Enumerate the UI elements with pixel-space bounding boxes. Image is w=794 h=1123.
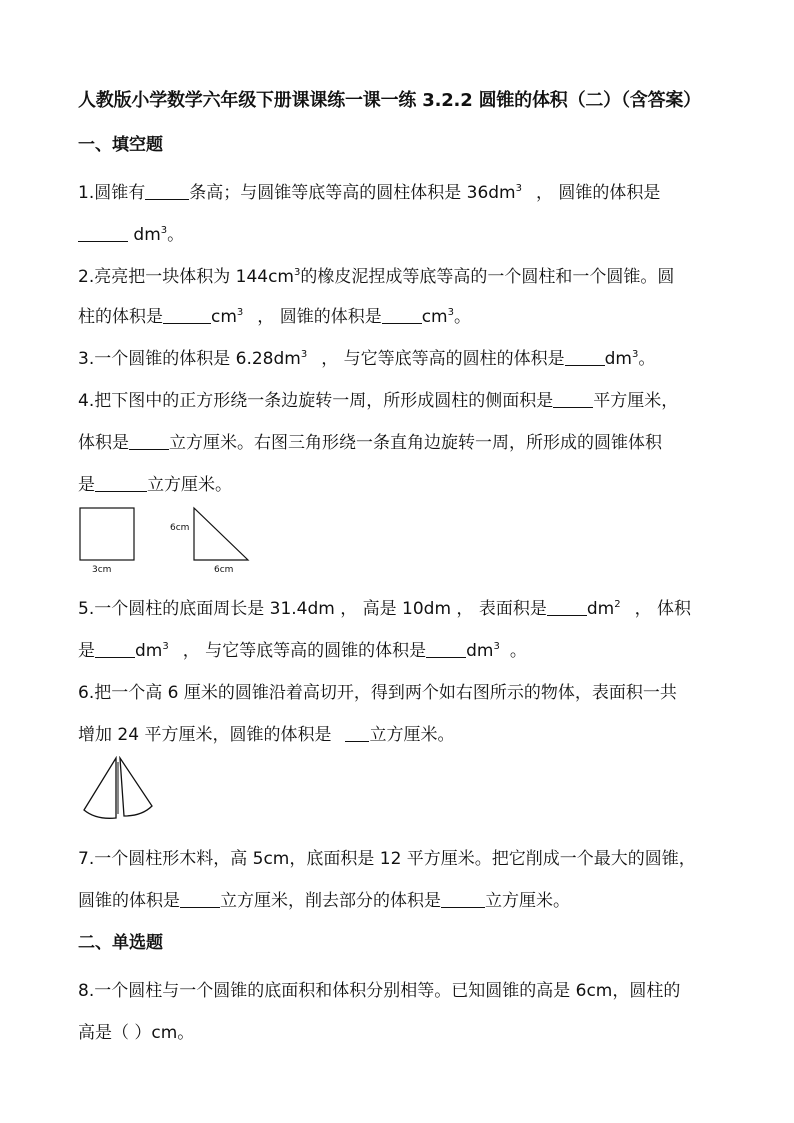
q7-blank-1[interactable] (180, 891, 220, 908)
q5-text-h: 。 (509, 641, 527, 661)
q8-text-b: 高是（ ）cm。 (78, 1023, 195, 1043)
question-6-line-2 (78, 720, 454, 745)
q6-text-c: 立方厘米。 (369, 725, 455, 745)
q4-blank-3[interactable] (95, 475, 147, 492)
q6-half-cone-figure (80, 756, 158, 824)
q8-text-a: 8.一个圆柱与一个圆锥的底面积和体积分别相等。已知圆锥的高是 6cm，圆柱的 (78, 981, 681, 1001)
q2-blank-2[interactable] (382, 307, 422, 324)
triangle-height-label: 6cm (170, 523, 190, 533)
question-3-line-1 (78, 344, 655, 369)
q5-blank-3[interactable] (426, 641, 466, 658)
q2-text-a: 2.亮亮把一块体积为 144cm (78, 267, 294, 287)
half-cone-right (120, 758, 152, 816)
superscript: 2 (614, 599, 621, 610)
question-6-line-1 (78, 678, 677, 703)
q1-text-a: 1.圆锥有 (78, 183, 146, 203)
q2-blank-1[interactable] (163, 307, 211, 324)
right-triangle-shape (194, 508, 248, 560)
question-4-line-1 (78, 386, 678, 411)
q3-text-a: 3.一个圆锥的体积是 6.28dm (78, 349, 301, 369)
square-shape (80, 508, 134, 560)
q5-text-g: dm (466, 641, 494, 661)
question-8-line-2 (78, 1018, 194, 1043)
q5-text-d: 是 (78, 641, 95, 661)
q6-text-a: 6.把一个高 6 厘米的圆锥沿着高切开，得到两个如右图所示的物体，表面积一共 (78, 683, 677, 703)
question-4-line-3 (78, 470, 232, 495)
q3-text-b: ， 与它等底等高的圆柱的体积是 (321, 349, 565, 369)
q5-text-f: ， 与它等底等高的圆锥的体积是 (182, 641, 427, 661)
q4-blank-2[interactable] (129, 433, 169, 450)
q5-blank-2[interactable] (95, 641, 135, 658)
q5-text-b: dm (586, 599, 615, 619)
question-5-line-2 (78, 636, 527, 661)
q5-text-a: 5.一个圆柱的底面周长是 31.4dm ， 高是 10dm ， 表面积是 (78, 599, 547, 619)
page-title: 人教版小学数学六年级下册课课练一课一练 3.2.2 圆锥的体积（二）（含答案） (78, 90, 701, 111)
q5-text-e: dm (135, 641, 163, 661)
superscript: 3 (300, 349, 308, 360)
superscript: 3 (447, 307, 454, 318)
q7-text-d: 立方厘米。 (485, 891, 570, 911)
superscript: 3 (493, 641, 500, 652)
superscript: 3 (631, 349, 639, 360)
q1-text-e: 。 (167, 225, 185, 245)
q1-text-d: dm (133, 225, 161, 245)
question-1-line-1 (78, 178, 660, 203)
q7-text-c: 立方厘米，削去部分的体积是 (220, 891, 441, 911)
q3-blank-1[interactable] (565, 349, 605, 366)
q7-text-b: 圆锥的体积是 (78, 891, 180, 911)
q3-text-d: 。 (638, 349, 656, 369)
q2-text-e: ， 圆锥的体积是 (257, 307, 382, 327)
q1-blank-2[interactable] (78, 225, 128, 242)
triangle-base-label: 6cm (214, 565, 234, 575)
superscript: 3 (293, 267, 301, 278)
q6-text-b: 增加 24 平方厘米，圆锥的体积是 (78, 725, 332, 745)
q2-text-f: cm (421, 307, 448, 327)
q4-text-f: 立方厘米。 (147, 475, 232, 495)
square-side-label: 3cm (92, 565, 112, 575)
q4-blank-1[interactable] (553, 391, 593, 408)
superscript: 3 (162, 641, 169, 652)
q5-blank-1[interactable] (547, 599, 587, 616)
section-fill-in: 一、填空题 (78, 135, 163, 155)
question-7-line-2 (78, 886, 570, 911)
question-8-line-1 (78, 976, 680, 1001)
question-2-line-1 (78, 262, 674, 287)
superscript: 3 (515, 183, 522, 194)
q4-text-d: 立方厘米。右图三角形绕一条直角边旋转一周，所形成的圆锥体积 (169, 433, 662, 453)
superscript: 3 (160, 225, 168, 236)
q4-text-c: 体积是 (78, 433, 129, 453)
half-cone-left (84, 758, 116, 818)
q1-text-c: ， 圆锥的体积是 (536, 183, 661, 203)
q2-text-g: 。 (454, 307, 471, 327)
question-5-line-1 (78, 594, 691, 619)
question-7-line-1 (78, 844, 696, 869)
q3-text-c: dm (604, 349, 632, 369)
q4-text-b: 平方厘米， (593, 391, 679, 411)
q4-text-a: 4.把下图中的正方形绕一条边旋转一周，所形成圆柱的侧面积是 (78, 391, 554, 411)
question-1-line-2 (78, 220, 184, 245)
q2-text-c: 柱的体积是 (78, 307, 163, 327)
q7-text-a: 7.一个圆柱形木料，高 5cm，底面积是 12 平方厘米。把它削成一个最大的圆锥， (78, 849, 696, 869)
q4-figure (76, 504, 256, 576)
q1-blank-1[interactable] (145, 183, 189, 200)
q6-blank-1[interactable] (345, 725, 369, 742)
q1-text-b: 条高；与圆锥等底等高的圆柱体积是 36dm (189, 183, 516, 203)
q2-text-b: 的橡皮泥捏成等底等高的一个圆柱和一个圆锥。圆 (300, 267, 675, 287)
q2-text-d: cm (211, 307, 237, 327)
section-single-choice: 二、单选题 (78, 933, 163, 953)
question-4-line-2 (78, 428, 662, 453)
question-2-line-2 (78, 302, 471, 327)
superscript: 3 (236, 307, 244, 318)
q5-text-c: ， 体积 (634, 599, 691, 619)
q7-blank-2[interactable] (441, 891, 485, 908)
q4-text-e: 是 (78, 475, 95, 495)
